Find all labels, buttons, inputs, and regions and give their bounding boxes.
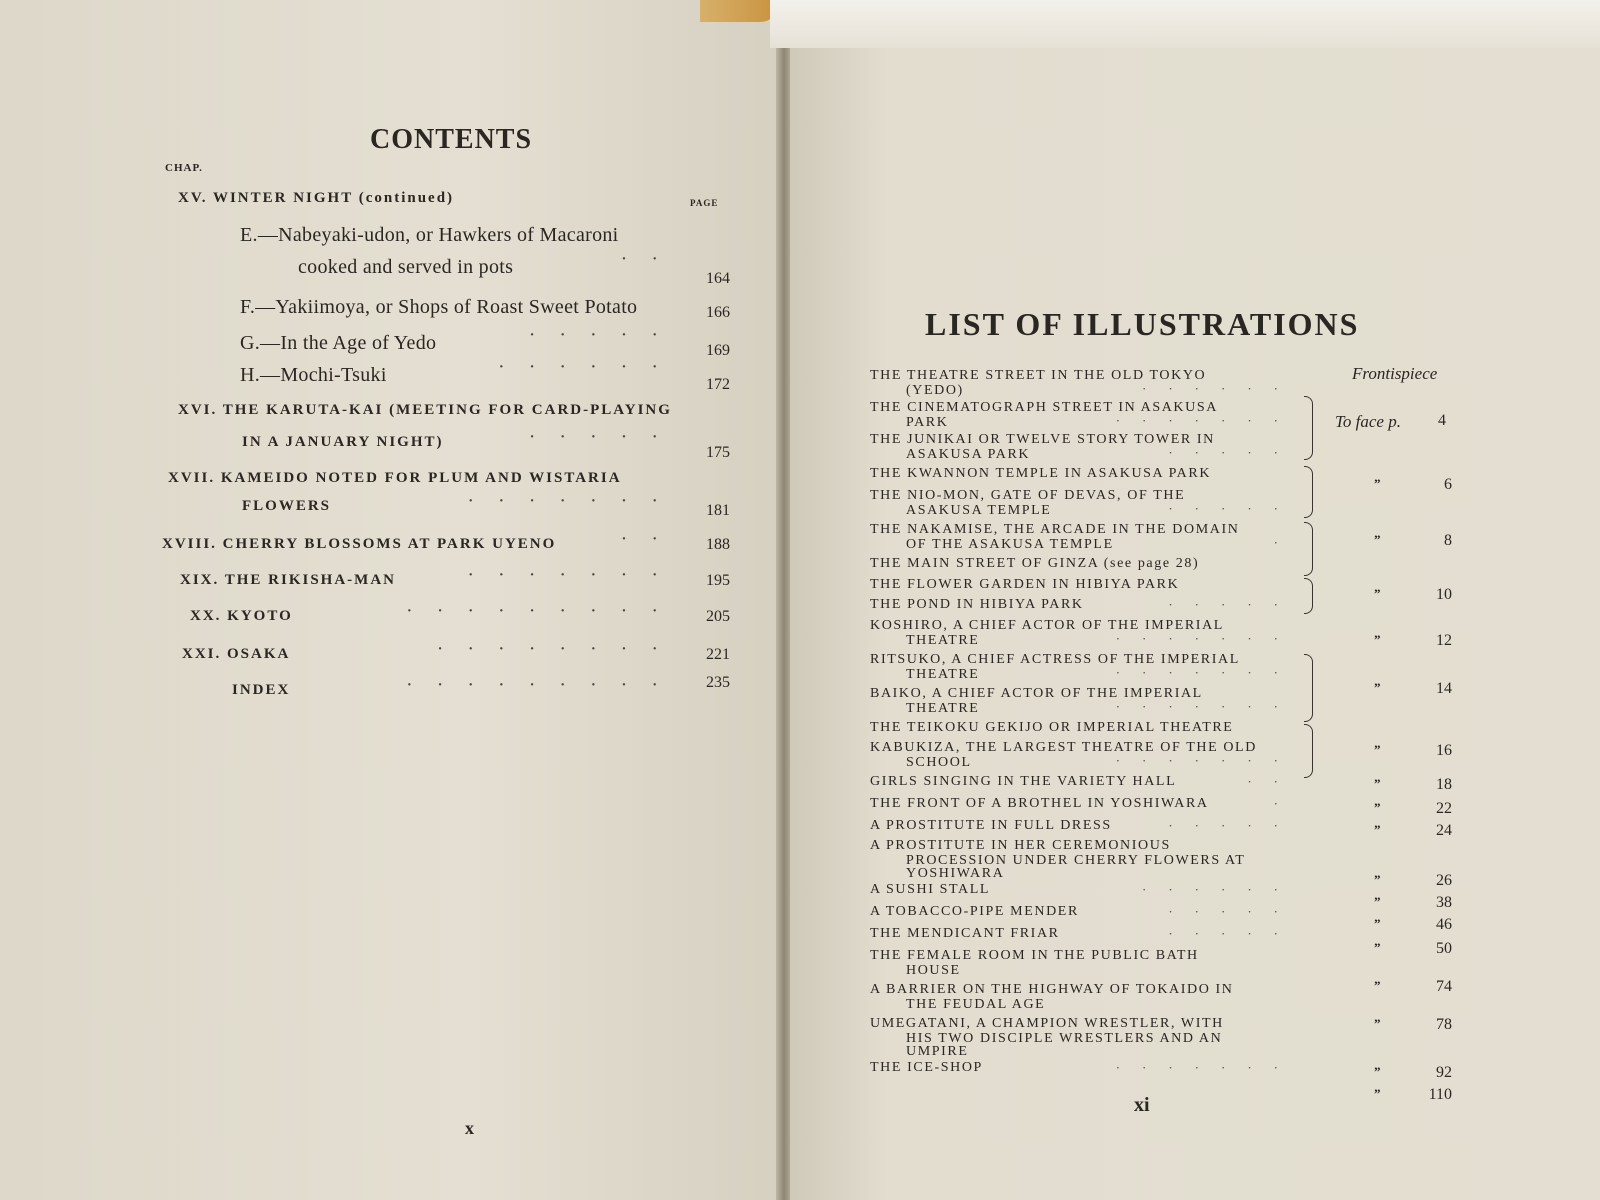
illustration-page-number: 26 [1436,872,1452,889]
illustration-page-number: 92 [1436,1064,1452,1081]
contents-page-number: 205 [706,608,730,625]
illustration-entry [870,882,1300,898]
contents-entry-text: cooked and served in pots [298,256,514,278]
contents-entry-text: XV. WINTER NIGHT (continued) [178,190,455,206]
illustration-title: A BARRIER ON THE HIGHWAY OF TOKAIDO IN [870,982,1234,997]
illustration-page-number: 14 [1436,680,1452,697]
illustration-entry [870,432,1300,461]
contents-entry [160,190,730,220]
illustration-title: THE THEATRE STREET IN THE OLD TOKYO [870,368,1207,383]
grouping-brace [1304,578,1313,614]
illustration-title-cont: HIS TWO DISCIPLE WRESTLERS AND AN [906,1031,1223,1046]
ditto-mark: ” [1374,822,1381,837]
illustration-title: THE NAKAMISE, THE ARCADE IN THE DOMAIN [870,522,1240,537]
leader-dots: ····· [1168,501,1300,516]
illustration-entry [870,400,1300,429]
illustration-title: A PROSTITUTE IN HER CEREMONIOUS [870,838,1171,853]
leader-dots: ········ [436,638,682,660]
grouping-brace [1304,466,1313,518]
contents-entry [160,426,730,464]
contents-entry-text: H.—Mochi-Tsuki [240,364,387,386]
illustration-title-cont: THEATRE [906,667,980,682]
illustration-entry [870,652,1300,681]
illustration-entry [870,818,1300,834]
contents-page-number: 164 [706,270,730,287]
illustration-title-cont: THE FEUDAL AGE [906,997,1046,1012]
illustration-page-number: 4 [1438,412,1446,429]
illustration-entry [870,720,1300,736]
illustration-entry [870,618,1300,647]
chap-label: CHAP. [165,162,203,174]
illustration-title: RITSUKO, A CHIEF ACTRESS OF THE IMPERIAL [870,652,1240,667]
contents-entry-text: XXI. OSAKA [182,646,291,662]
grouping-brace [1304,396,1313,460]
contents-entry [160,490,730,528]
illustration-entry [870,982,1300,1011]
illustration-title: GIRLS SINGING IN THE VARIETY HALL [870,774,1177,789]
background-strip [770,0,1600,48]
illustration-entry [870,556,1300,572]
contents-page-number: 169 [706,342,730,359]
illustration-title: A SUSHI STALL [870,882,991,897]
page-folio: xi [1134,1094,1150,1116]
illustration-page-number: 22 [1436,800,1452,817]
leader-dots: ····· [1168,904,1300,919]
illustration-title-cont: YOSHIWARA [906,866,1005,881]
leader-dots: ······· [467,564,682,586]
illustration-page-number: 78 [1436,1016,1452,1033]
ditto-mark: ” [1374,586,1381,601]
leader-dots: ······· [467,490,682,512]
illustration-title-cont: OF THE ASAKUSA TEMPLE [906,537,1114,552]
leader-dots: ······ [1142,882,1300,897]
contents-entry [160,528,730,566]
ditto-mark: ” [1374,532,1381,547]
illustration-title: THE TEIKOKU GEKIJO OR IMPERIAL THEATRE [870,720,1234,735]
contents-entry-text: XVIII. CHERRY BLOSSOMS AT PARK UYENO [162,536,557,552]
leader-dots: ····· [1168,818,1300,833]
illustration-title-cont: PROCESSION UNDER CHERRY FLOWERS AT [906,853,1246,868]
page-label: PAGE [690,198,719,208]
illustration-title-cont: ASAKUSA PARK [906,447,1031,462]
illustration-title-cont: THEATRE [906,701,980,716]
illustration-title: THE CINEMATOGRAPH STREET IN ASAKUSA [870,400,1218,415]
illustration-entry [870,1016,1300,1058]
contents-entry [160,564,730,602]
illustration-entry [870,686,1300,715]
contents-entry-text: E.—Nabeyaki-udon, or Hawkers of Macaroni [240,224,619,246]
illustration-entry [870,488,1300,517]
contents-entry-text: G.—In the Age of Yedo [240,332,437,354]
illustration-page-number: 8 [1444,532,1452,549]
leader-dots: ······· [1115,665,1300,680]
contents-page-number: 188 [706,536,730,553]
illustration-title-cont: (YEDO) [906,383,964,398]
contents-page-number: 235 [706,674,730,691]
contents-page-number: 175 [706,444,730,461]
contents-entry [160,638,730,676]
leader-dots: ········· [406,674,682,696]
to-face-label: To face p. [1335,412,1401,431]
ditto-mark: ” [1374,872,1381,887]
contents-entry-text: XVI. THE KARUTA-KAI (MEETING FOR CARD-PLAYING [178,402,672,418]
leader-dots: ····· [528,324,682,346]
illustration-page-number: 50 [1436,940,1452,957]
illustration-entry [870,522,1300,551]
illustration-title: THE FLOWER GARDEN IN HIBIYA PARK [870,577,1180,592]
leader-dots: · [1273,535,1300,550]
ditto-mark: ” [1374,680,1381,695]
illustration-title: THE JUNIKAI OR TWELVE STORY TOWER IN [870,432,1215,447]
illustration-page-number: 38 [1436,894,1452,911]
contents-entry [160,356,730,394]
illustration-title-cont: THEATRE [906,633,980,648]
contents-entry-text: XX. KYOTO [190,608,293,624]
ditto-mark: ” [1374,894,1381,909]
illustration-title: THE FRONT OF A BROTHEL IN YOSHIWARA [870,796,1209,811]
illustration-title: THE ICE-SHOP [870,1060,983,1075]
illustration-title: THE FEMALE ROOM IN THE PUBLIC BATH [870,948,1199,963]
illustration-title: A TOBACCO-PIPE MENDER [870,904,1079,919]
ditto-mark: ” [1374,1086,1381,1101]
illustration-page-number: 110 [1428,1086,1452,1103]
leader-dots: · [1273,796,1300,811]
ditto-mark: ” [1374,800,1381,815]
contents-entry [160,248,730,287]
illustration-title: THE NIO-MON, GATE OF DEVAS, OF THE [870,488,1186,503]
illustration-entry [870,368,1300,397]
contents-entry [160,674,730,712]
illustration-entry [870,948,1300,977]
illustration-entry [870,597,1300,613]
contents-entry-text: INDEX [232,682,291,698]
illustration-title: A PROSTITUTE IN FULL DRESS [870,818,1112,833]
illustration-title-cont: SCHOOL [906,755,972,770]
ditto-mark: ” [1374,1016,1381,1031]
illustration-page-number: 16 [1436,742,1452,759]
page-edge-decoration [700,0,780,22]
leader-dots: ······· [1115,631,1300,646]
illustration-entry [870,904,1300,920]
illustration-title: THE MAIN STREET OF GINZA (see page 28) [870,556,1200,571]
illustration-page-number: 6 [1444,476,1452,493]
leader-dots: ····· [528,426,682,448]
illustration-page-number: 12 [1436,632,1452,649]
grouping-brace [1304,654,1313,722]
ditto-mark: ” [1374,742,1381,757]
contents-entry [160,296,730,326]
ditto-mark: ” [1374,978,1381,993]
leader-dots: ······ [1142,381,1300,396]
illustration-title: KABUKIZA, THE LARGEST THEATRE OF THE OLD [870,740,1257,755]
contents-entry-text: FLOWERS [242,498,332,514]
illustration-title: KOSHIRO, A CHIEF ACTOR OF THE IMPERIAL [870,618,1224,633]
leader-dots: ······· [1115,413,1300,428]
contents-entry-text: XVII. KAMEIDO NOTED FOR PLUM AND WISTARIA [168,470,622,486]
illustration-title-cont: PARK [906,415,949,430]
frontispiece-label: Frontispiece [1352,364,1438,383]
illustration-title: BAIKO, A CHIEF ACTOR OF THE IMPERIAL [870,686,1203,701]
illustration-entry [870,740,1300,769]
contents-page-number: 172 [706,376,730,393]
page-folio: x [465,1118,474,1138]
ditto-mark: ” [1374,776,1381,791]
leader-dots: ······ [498,356,682,378]
illustration-title-cont: UMPIRE [906,1044,969,1059]
illustration-entry [870,577,1300,593]
contents-entry-text: IN A JANUARY NIGHT) [242,434,444,450]
illustration-entry [870,926,1300,942]
leader-dots: ······· [1115,699,1300,714]
grouping-brace [1304,522,1313,576]
leader-dots: ····· [1168,597,1300,612]
contents-page-number: 221 [706,646,730,663]
leader-dots: ·· [620,248,682,270]
illustrations-title: LIST OF ILLUSTRATIONS [925,306,1360,342]
illustration-entry [870,796,1300,812]
leader-dots: ······· [1115,753,1300,768]
leader-dots: ········· [406,600,682,622]
illustration-title-cont: HOUSE [906,963,961,978]
illustration-page-number: 10 [1436,586,1452,603]
ditto-mark: ” [1374,916,1381,931]
contents-page-number: 195 [706,572,730,589]
illustration-title-cont: ASAKUSA TEMPLE [906,503,1052,518]
grouping-brace [1304,724,1313,778]
leader-dots: ····· [1168,445,1300,460]
contents-entry-text: F.—Yakiimoya, or Shops of Roast Sweet Potato [240,296,638,318]
illustration-entry [870,774,1300,790]
illustration-title: THE KWANNON TEMPLE IN ASAKUSA PARK [870,466,1212,481]
contents-entry-text: XIX. THE RIKISHA-MAN [180,572,396,588]
illustration-page-number: 18 [1436,776,1452,793]
contents-page-number: 181 [706,502,730,519]
leader-dots: ····· [1168,926,1300,941]
left-page [0,0,784,1200]
contents-entry [160,600,730,638]
ditto-mark: ” [1374,940,1381,955]
ditto-mark: ” [1374,632,1381,647]
illustration-title: UMEGATANI, A CHAMPION WRESTLER, WITH [870,1016,1224,1031]
illustration-entry [870,838,1300,880]
leader-dots: ·· [1247,774,1300,789]
illustration-title: THE MENDICANT FRIAR [870,926,1060,941]
illustration-title: THE POND IN HIBIYA PARK [870,597,1084,612]
illustration-page-number: 46 [1436,916,1452,933]
illustration-page-number: 74 [1436,978,1452,995]
leader-dots: ······· [1115,1060,1300,1075]
ditto-mark: ” [1374,1064,1381,1079]
illustration-entry [870,466,1300,482]
illustration-page-number: 24 [1436,822,1452,839]
illustration-entry [870,1060,1300,1076]
contents-page-number: 166 [706,304,730,321]
contents-title: CONTENTS [370,124,533,155]
ditto-mark: ” [1374,476,1381,491]
leader-dots: ·· [620,528,682,550]
